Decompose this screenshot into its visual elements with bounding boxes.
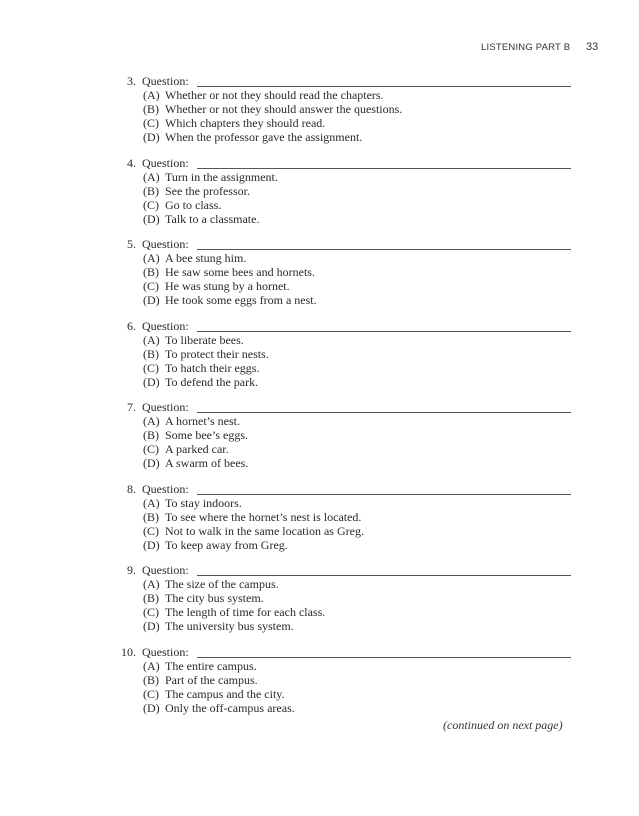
option-letter: (D) [143,293,160,307]
answer-option [0,414,639,428]
answer-option [0,361,639,375]
question-line [0,645,639,659]
question-line [0,482,639,496]
option-text: A parked car. [165,442,229,456]
option-letter: (C) [143,360,159,375]
option-letter: (B) [143,591,159,605]
answer-blank-line [197,657,571,658]
option-text: He saw some bees and hornets. [165,265,315,279]
option-text: To stay indoors. [165,495,242,510]
option-text: To liberate bees. [165,332,244,347]
option-letter: (B) [143,183,159,198]
question-label: Question: [142,318,189,333]
answer-option [0,265,639,279]
answer-option [0,496,639,510]
answer-option [0,442,639,456]
option-letter: (A) [143,251,160,265]
answer-option [0,88,639,102]
answer-blank-line [197,249,571,250]
option-text: Whether or not they should answer the questions. [165,102,403,116]
option-text: A hornet’s nest. [165,414,240,428]
answer-option [0,212,639,226]
option-text: To defend the park. [165,374,259,389]
question-number: 10. [121,644,136,659]
answer-blank-line [197,168,571,169]
answer-option [0,538,639,552]
answer-blank-line [197,575,571,576]
question-label: Question: [142,644,189,659]
question-line [0,319,639,333]
answer-option [0,251,639,265]
option-text: Part of the campus. [165,672,258,687]
question-number: 3. [127,74,136,88]
option-letter: (B) [143,509,159,524]
answer-option [0,375,639,389]
answer-option [0,701,639,715]
section-title: LISTENING PART B [481,42,571,53]
question-line [0,156,639,170]
question-number: 5. [127,237,136,251]
question-line [0,74,639,88]
question-list [0,74,639,726]
option-text: Not to walk in the same location as Greg. [165,523,364,538]
answer-option [0,198,639,212]
question-label: Question: [142,563,189,577]
question-line [0,237,639,251]
option-text: A bee stung him. [165,251,247,265]
question-item [0,563,639,645]
question-number: 8. [127,481,136,496]
option-letter: (A) [143,495,160,510]
answer-option [0,510,639,524]
answer-option [0,170,639,184]
question-number: 7. [127,400,136,414]
continued-note: (continued on next page) [443,718,563,732]
option-letter: (C) [143,686,159,701]
option-letter: (B) [143,672,159,687]
option-text: A swarm of bees. [165,456,249,470]
answer-option [0,293,639,307]
answer-blank-line [197,331,571,332]
answer-option [0,333,639,347]
option-text: To protect their nests. [165,346,269,361]
answer-option [0,116,639,130]
answer-option [0,184,639,198]
option-text: To keep away from Greg. [165,537,288,552]
answer-option [0,279,639,293]
option-letter: (A) [143,332,160,347]
answer-option [0,130,639,144]
option-letter: (C) [143,197,159,212]
question-item [0,482,639,564]
option-letter: (A) [143,577,160,591]
answer-option [0,347,639,361]
option-letter: (B) [143,428,159,442]
option-letter: (D) [143,374,160,389]
option-letter: (C) [143,116,159,130]
answer-option [0,524,639,538]
question-item [0,74,639,156]
question-label: Question: [142,74,189,88]
option-text: To hatch their eggs. [165,360,260,375]
option-letter: (B) [143,265,159,279]
question-label: Question: [142,155,189,170]
option-letter: (B) [143,102,159,116]
option-text: The university bus system. [165,619,294,633]
option-letter: (D) [143,211,160,226]
option-text: Which chapters they should read. [165,116,326,130]
option-text: The size of the campus. [165,577,279,591]
option-letter: (C) [143,523,159,538]
option-letter: (A) [143,658,160,673]
option-letter: (D) [143,700,160,715]
question-item [0,156,639,238]
answer-option [0,619,639,633]
option-text: To see where the hornet’s nest is located. [165,509,362,524]
page-number: 33 [586,41,599,53]
question-item [0,237,639,319]
option-text: The campus and the city. [165,686,285,701]
option-letter: (A) [143,169,160,184]
answer-option [0,673,639,687]
answer-option [0,605,639,619]
option-letter: (C) [143,605,159,619]
option-text: Only the off-campus areas. [165,700,295,715]
option-letter: (A) [143,414,160,428]
option-text: Some bee’s eggs. [165,428,248,442]
answer-option [0,428,639,442]
option-letter: (D) [143,619,160,633]
option-letter: (D) [143,537,160,552]
option-letter: (B) [143,346,159,361]
question-item [0,319,639,401]
option-text: He was stung by a hornet. [165,279,290,293]
question-label: Question: [142,481,189,496]
option-text: The city bus system. [165,591,264,605]
answer-option [0,577,639,591]
answer-blank-line [197,494,571,495]
option-text: See the professor. [165,183,250,198]
question-number: 4. [127,155,136,170]
question-label: Question: [142,400,189,414]
option-letter: (D) [143,130,160,144]
answer-blank-line [197,412,571,413]
question-line [0,400,639,414]
option-text: Turn in the assignment. [165,169,278,184]
question-label: Question: [142,237,189,251]
option-text: The entire campus. [165,658,257,673]
answer-option [0,456,639,470]
option-text: Talk to a classmate. [165,211,260,226]
question-number: 9. [127,563,136,577]
question-item [0,400,639,482]
option-letter: (A) [143,88,160,102]
option-letter: (C) [143,279,159,293]
question-item [0,645,639,727]
answer-option [0,659,639,673]
option-letter: (C) [143,442,159,456]
option-text: The length of time for each class. [165,605,326,619]
option-text: He took some eggs from a nest. [165,293,317,307]
page-header [0,42,639,58]
option-text: Go to class. [165,197,222,212]
answer-option [0,687,639,701]
option-text: Whether or not they should read the chapters. [165,88,384,102]
option-letter: (D) [143,456,160,470]
option-text: When the professor gave the assignment. [165,130,363,144]
answer-blank-line [197,86,571,87]
question-number: 6. [127,318,136,333]
answer-option [0,102,639,116]
question-line [0,563,639,577]
answer-option [0,591,639,605]
